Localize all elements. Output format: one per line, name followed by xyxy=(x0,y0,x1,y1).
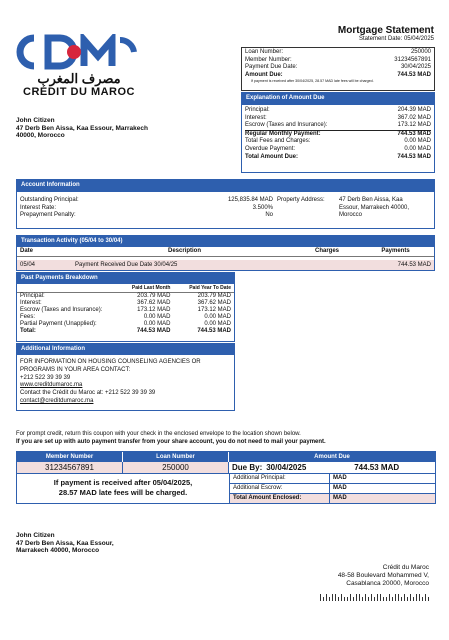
property-line: Morocco xyxy=(339,212,363,219)
past-last: 173.12 MAD xyxy=(137,307,171,313)
coupon-member-label: Member Number xyxy=(17,452,123,462)
coupon-late-notice xyxy=(17,473,229,503)
past-payments-box xyxy=(16,272,235,342)
bank-address xyxy=(338,564,429,588)
exp-principal-row xyxy=(245,107,431,115)
table-row xyxy=(17,314,234,321)
exp-escrow-row xyxy=(245,122,431,131)
coupon-autopay: If you are set up with auto payment transfer from your share account, you do not need to mail your payment. xyxy=(16,438,326,445)
coupon-amount-label: Amount Due xyxy=(229,452,435,462)
statement-date-label: Statement Date: xyxy=(358,36,403,42)
account-label: Prepayment Penalty: xyxy=(20,212,76,219)
exp-label: Regular Monthly Payment: xyxy=(245,130,321,137)
statement-title: Mortgage Statement xyxy=(337,25,434,36)
logo-arabic: مصرف المغرب xyxy=(37,71,121,86)
table-row xyxy=(17,307,234,314)
past-label: Partial Payment (Unapplied): xyxy=(20,321,97,327)
coupon-instruction: For prompt credit, return this coupon with your check in the enclosed envelope to the location shown below. xyxy=(16,431,301,437)
th-ytd: Paid Year To Date xyxy=(189,285,231,291)
tx-date: 05/04 xyxy=(20,262,36,268)
late-fee-note: If payment is received after 30/04/2025, 28.57 MAD late fees will be charged. xyxy=(251,79,374,84)
table-row xyxy=(17,328,234,335)
mail-to-line: 47 Derb Ben Aissa, Kaa Essour, xyxy=(16,539,114,547)
exp-label: Total Fees and Charges: xyxy=(245,138,311,145)
bank-logo xyxy=(16,34,142,98)
exp-value: 367.02 MAD xyxy=(397,114,431,121)
prepayment-row xyxy=(20,212,273,220)
statement-date-line xyxy=(338,36,434,42)
coupon-due-label: Due By: xyxy=(232,463,263,472)
amount-due-row xyxy=(245,72,431,80)
exp-value: 744.53 MAD xyxy=(397,130,431,137)
th-payments: Payments xyxy=(381,248,410,255)
loan-row xyxy=(245,49,431,57)
exp-interest-row xyxy=(245,115,431,123)
past-last: 367.62 MAD xyxy=(137,300,171,306)
additional-info-title: Additional Information xyxy=(17,344,234,355)
coupon-extra xyxy=(229,473,435,503)
coupon-instructions xyxy=(16,431,436,446)
property-label: Property Address: xyxy=(277,197,325,203)
past-label: Principal: xyxy=(20,293,45,299)
property-line: 47 Derb Ben Aissa, Kaa xyxy=(339,197,403,203)
loan-label: Loan Number: xyxy=(245,49,284,55)
payment-coupon xyxy=(16,451,436,504)
table-row xyxy=(17,321,234,328)
past-label: Total: xyxy=(20,328,36,334)
interest-rate-row xyxy=(20,205,273,213)
account-left xyxy=(20,197,277,220)
exp-label: Overdue Payment: xyxy=(245,145,296,152)
extra-label: Additional Escrow: xyxy=(230,484,330,493)
table-row xyxy=(17,293,234,301)
exp-fees-row xyxy=(245,138,431,146)
additional-phone: +212 522 39 39 39 xyxy=(20,374,71,381)
th-last-month: Paid Last Month xyxy=(131,285,171,291)
website-link[interactable]: www.creditdumaroc.ma xyxy=(20,382,83,389)
amount-due-value: 744.53 MAD xyxy=(397,71,431,78)
amount-due-label: Amount Due: xyxy=(245,71,283,78)
transaction-header-row xyxy=(17,247,434,256)
exp-label: Total Amount Due: xyxy=(245,153,298,160)
past-label: Interest: xyxy=(20,300,42,306)
exp-label: Interest: xyxy=(245,114,267,121)
past-ytd: 0.00 MAD xyxy=(204,321,231,327)
coupon-due-amount: 744.53 MAD xyxy=(354,463,400,472)
additional-line: FOR INFORMATION ON HOUSING COUNSELING AGENCIES OR xyxy=(20,359,201,365)
past-ytd: 173.12 MAD xyxy=(197,307,231,313)
th-charges: Charges xyxy=(314,248,339,255)
account-value: 125,835.84 MAD xyxy=(227,197,273,203)
additional-escrow-field[interactable]: MAD xyxy=(333,485,347,491)
past-payments-title: Past Payments Breakdown xyxy=(17,273,234,284)
customer-address-line: 40000, Morocco xyxy=(16,132,65,139)
late-line: 28.57 MAD late fees will be charged. xyxy=(58,488,188,497)
past-last: 0.00 MAD xyxy=(143,321,171,327)
additional-line: PROGRAMS IN YOUR AREA CONTACT: xyxy=(20,366,131,373)
exp-value: 0.00 MAD xyxy=(404,145,431,152)
mail-to-line: Marrakech 40000, Morocco xyxy=(16,547,100,554)
extra-row xyxy=(230,494,435,503)
late-line: If payment is received after 05/04/2025, xyxy=(53,478,193,487)
exp-regular-row xyxy=(245,131,431,139)
extra-row xyxy=(230,484,435,494)
member-row xyxy=(245,57,431,65)
account-label: Outstanding Principal: xyxy=(20,197,79,203)
loan-summary-box xyxy=(241,47,435,91)
outstanding-row xyxy=(20,197,273,205)
mail-to-address xyxy=(16,532,114,555)
property-line: Essour, Marrakech 40000, xyxy=(339,204,410,211)
email-link[interactable]: contact@creditdumaroc.ma xyxy=(20,397,94,404)
exp-label: Principal: xyxy=(245,107,270,113)
coupon-member: 31234567891 xyxy=(17,462,123,473)
exp-value: 173.12 MAD xyxy=(397,122,431,129)
transaction-title: Transaction Activity (05/04 to 30/04) xyxy=(17,236,434,247)
past-last: 744.53 MAD xyxy=(136,328,171,334)
extra-row xyxy=(230,474,435,484)
additional-contact: Contact the Crédit du Maroc at: +212 522 39 39 39 xyxy=(20,390,156,397)
loan-value: 250000 xyxy=(410,49,431,55)
customer-name: John Citizen xyxy=(16,117,55,124)
total-enclosed-field[interactable]: MAD xyxy=(333,495,347,501)
bank-name: Crédit du Maroc xyxy=(382,564,429,571)
account-value: No xyxy=(265,212,273,219)
coupon-loan-label: Loan Number xyxy=(123,452,229,462)
transaction-table xyxy=(17,247,434,270)
exp-value: 744.53 MAD xyxy=(397,153,431,160)
explanation-box xyxy=(241,92,435,173)
property-address xyxy=(277,197,409,220)
past-header-blank xyxy=(17,285,117,293)
customer-address xyxy=(16,117,148,140)
past-header-row xyxy=(17,285,234,293)
table-row xyxy=(17,260,434,270)
tx-payments: 744.53 MAD xyxy=(397,262,431,268)
additional-principal-field[interactable]: MAD xyxy=(333,475,347,481)
past-label: Fees: xyxy=(20,314,36,320)
member-value: 31234567891 xyxy=(394,56,431,63)
past-ytd: 0.00 MAD xyxy=(204,314,231,320)
table-row xyxy=(17,300,234,307)
coupon-loan: 250000 xyxy=(123,462,229,473)
account-info-box xyxy=(16,179,435,229)
barcode-icon xyxy=(320,594,430,601)
tx-description: Payment Received Due Date 30/04/25 xyxy=(75,262,178,268)
past-payments-table xyxy=(17,285,234,335)
account-value: 3.500% xyxy=(252,204,273,211)
past-label: Escrow (Taxes and Insurance): xyxy=(20,307,103,313)
exp-label: Escrow (Taxes and Insurance): xyxy=(245,122,328,129)
th-date: Date xyxy=(20,248,34,255)
coupon-due-date: 30/04/2025 xyxy=(266,463,307,472)
cdm-logo-icon xyxy=(16,34,142,70)
explanation-title: Explanation of Amount Due xyxy=(242,93,434,105)
due-date-label: Payment Due Date: xyxy=(245,64,298,71)
postal-barcode xyxy=(320,594,430,601)
transaction-box xyxy=(16,235,435,271)
statement-date: 05/04/2025 xyxy=(403,36,434,42)
th-description: Description xyxy=(167,248,201,255)
member-label: Member Number: xyxy=(245,56,292,63)
due-date-value: 30/04/2025 xyxy=(400,64,431,71)
past-ytd: 367.62 MAD xyxy=(197,300,231,306)
account-info-title: Account Information xyxy=(17,180,434,192)
coupon-due xyxy=(229,462,435,473)
statement-header xyxy=(338,25,434,42)
bank-address-line: Casablanca 20000, Morocco xyxy=(346,580,429,587)
exp-value: 0.00 MAD xyxy=(404,138,431,145)
logo-name: CRÉDIT DU MAROC xyxy=(23,86,135,98)
tx-charges xyxy=(297,260,357,270)
extra-label: Additional Principal: xyxy=(230,474,330,483)
bank-address-line: 48-58 Boulevard Mohammed V, xyxy=(337,572,429,579)
mail-to-name: John Citizen xyxy=(16,532,55,539)
exp-total-row xyxy=(245,154,431,162)
additional-info-box xyxy=(16,343,235,411)
past-ytd: 744.53 MAD xyxy=(197,328,231,334)
customer-address-line: 47 Derb Ben Aissa, Kaa Essour, Marrakech xyxy=(16,124,148,132)
past-ytd: 203.79 MAD xyxy=(197,293,231,299)
past-last: 0.00 MAD xyxy=(143,314,171,320)
extra-label: Total Amount Enclosed: xyxy=(230,494,330,503)
due-date-row xyxy=(245,64,431,72)
exp-overdue-row xyxy=(245,146,431,154)
past-last: 203.79 MAD xyxy=(137,293,171,299)
account-label: Interest Rate: xyxy=(20,204,57,211)
exp-value: 204.39 MAD xyxy=(397,107,431,113)
